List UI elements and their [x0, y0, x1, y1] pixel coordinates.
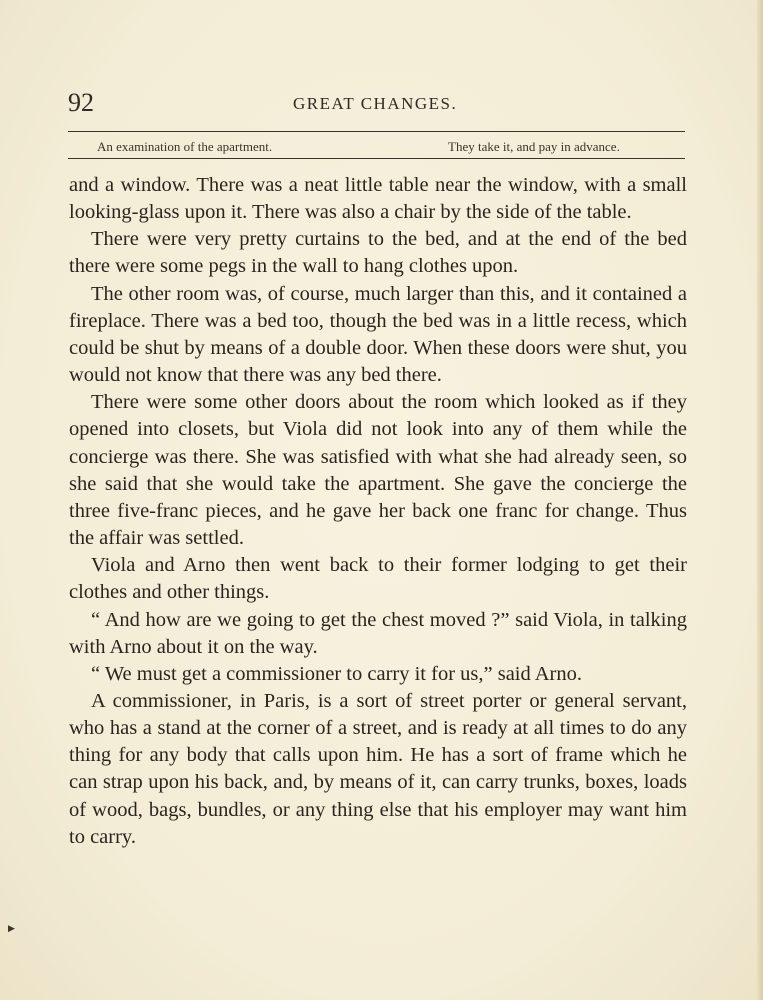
margin-marker-icon: ▶ [8, 924, 15, 934]
subheading-rule [68, 158, 685, 159]
paragraph: “ We must get a commissioner to carry it for us,” said Arno. [91, 662, 582, 685]
paragraph-continuation: and a window. There was a neat little table near the window, with a small looking-glass upon it. There was also a chair by the side of the table. [69, 174, 687, 224]
paragraph: A commissioner, in Paris, is a sort of street porter or general servant, who has a stand at the corner of a street, and is ready at all times to do any thing for any body that calls upon him. He has a sort of frame which he can strap upon his back, and, by means of it, can carry trunks, boxes, loads of wood, bags, bundles, or any thing else that his employer may want him to carry. [69, 689, 687, 848]
subheading-left: An examination of the apartment. [97, 139, 273, 154]
body-text [69, 172, 687, 851]
subheading-right: They take it, and pay in advance. [448, 139, 620, 154]
page-number: 92 [68, 88, 94, 117]
page-edge [757, 0, 763, 1000]
paragraph: “ And how are we going to get the chest moved ?” said Viola, in talking with Arno about it on the way. [69, 608, 687, 658]
page-header [68, 88, 685, 118]
paragraph: The other room was, of course, much larger than this, and it contained a fireplace. There was a bed too, though the bed was in a little recess, which could be shut by means of a double door. When these doors were shut, you would not know that there was any bed there. [69, 282, 687, 387]
running-title: GREAT CHANGES. [293, 94, 458, 113]
paragraph: There were very pretty curtains to the bed, and at the end of the bed there were some pegs in the wall to hang clothes upon. [69, 228, 687, 278]
paragraph: There were some other doors about the room which looked as if they opened into closets, but Viola did not look into any of them while the concierge was there. She was satisfied with what she had already seen, so she said that she would take the apartment. She gave the concierge the three five-franc pieces, and he gave her back one franc for change. Thus the affair was settled. [69, 391, 687, 550]
header-rule [68, 131, 685, 132]
paragraph: Viola and Arno then went back to their former lodging to get their clothes and other things. [69, 554, 687, 604]
